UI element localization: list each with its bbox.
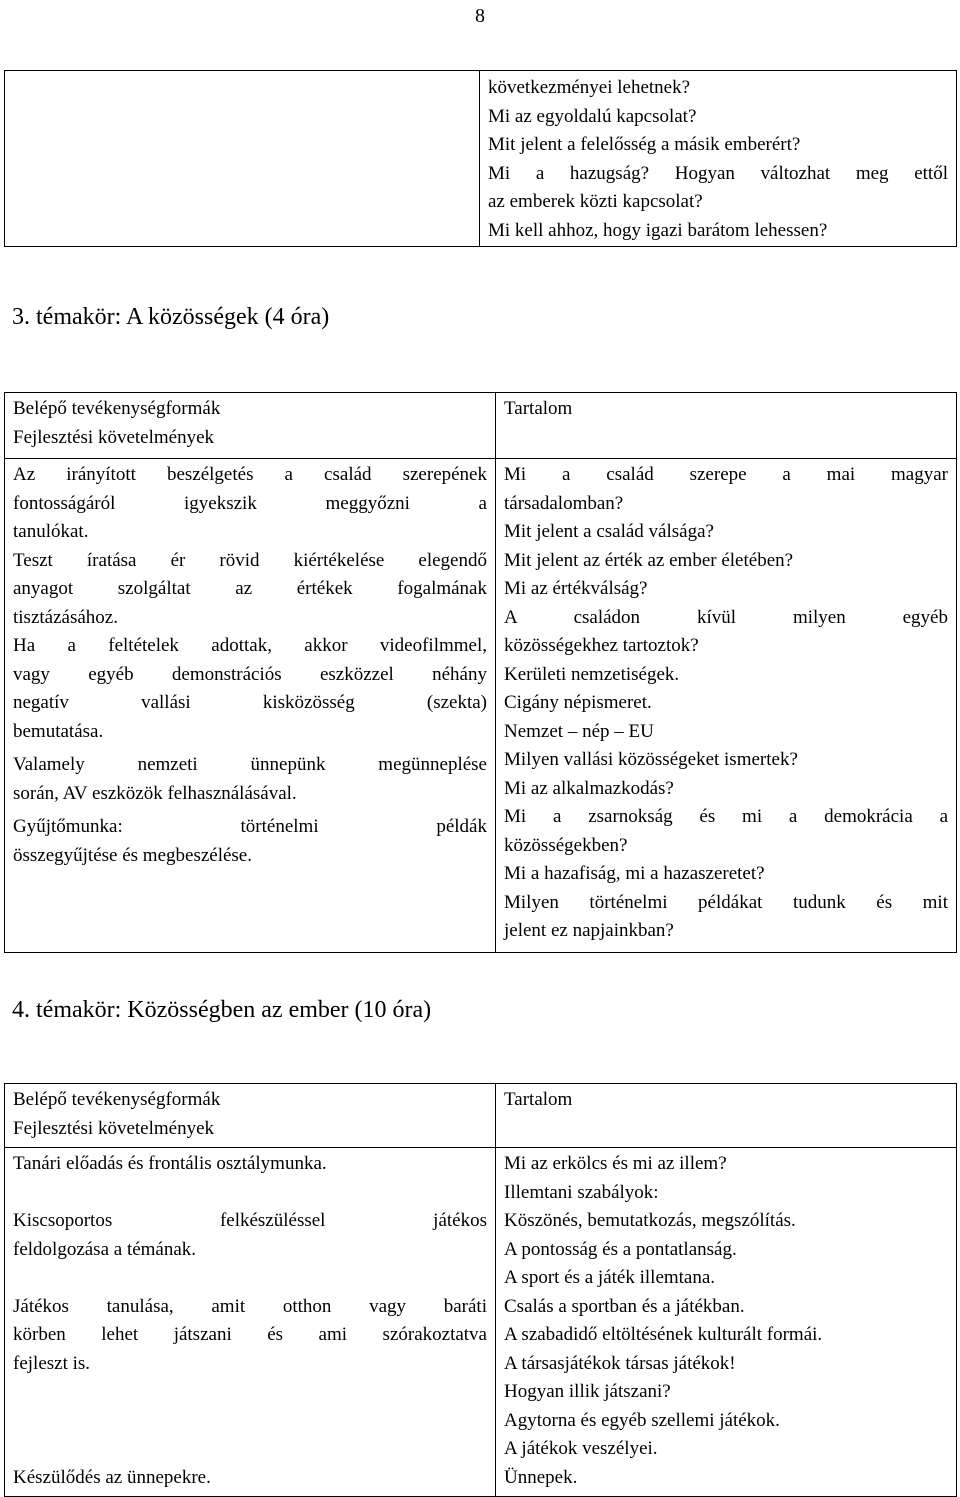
text-line: közösségekben? [504, 834, 628, 856]
header-cell-right [496, 393, 957, 459]
column-header: Tartalom [504, 398, 573, 419]
text-line: Mit jelent az érték az ember életében? [504, 549, 794, 571]
text-line: Mi az értékválság? [504, 578, 648, 599]
text-line: összegyűjtése és megbeszélése. [13, 844, 252, 866]
column-header: Belépő tevékenységformák [13, 1089, 221, 1110]
text-line: negatív vallási kisközösség (szekta) [13, 692, 487, 713]
content-line: Mi az egyoldalú kapcsolat? [488, 105, 697, 127]
text-line: Milyen vallási közösségeket ismertek? [504, 749, 798, 770]
text-line: Hogyan illik játszani? [504, 1381, 671, 1402]
content-line: Mit jelent a felelősség a másik emberért? [488, 134, 801, 155]
column-header: Belépő tevékenységformák [13, 398, 221, 419]
text-line: A játékok veszélyei. [504, 1438, 658, 1459]
text-line: jelent ez napjainkban? [504, 920, 674, 941]
text-line: Mit jelent a család válsága? [504, 521, 714, 542]
table-row [5, 1148, 957, 1497]
content-cell [480, 71, 957, 247]
text-line: Mi a hazafiság, mi a hazaszeretet? [504, 863, 765, 884]
text-line: körben lehet játszani és ami szórakoztatva [13, 1324, 487, 1345]
continuation-table [4, 70, 957, 247]
text-line: közösségekhez tartoztok? [504, 635, 699, 656]
table-row [5, 71, 957, 247]
text-line: Valamely nemzeti ünnepünk megünneplése [13, 754, 487, 775]
column-header: Fejlesztési követelmények [13, 1117, 215, 1139]
text-line: anyagot szolgáltat az értékek fogalmának [13, 578, 487, 599]
content-line: az emberek közti kapcsolat? [488, 191, 703, 212]
text-line: Milyen történelmi példákat tudunk és mit [504, 891, 948, 913]
text-line: Mi az erkölcs és mi az illem? [504, 1153, 727, 1174]
section-heading: 4. témakör: Közösségben az ember (10 óra) [12, 997, 432, 1023]
activities-cell [5, 459, 496, 953]
header-cell-left [5, 1084, 496, 1148]
text-line: Köszönés, bemutatkozás, megszólítás. [504, 1210, 796, 1231]
text-line: A családon kívül milyen egyéb [504, 606, 948, 628]
text-line: vagy egyéb demonstrációs eszközzel néhány [13, 663, 487, 685]
content-cell [496, 1148, 957, 1497]
text-line: Agytorna és egyéb szellemi játékok. [504, 1409, 780, 1431]
text-line: Készülődés az ünnepekre. [13, 1466, 211, 1488]
text-line: fontosságáról igyekszik meggyőzni a [13, 492, 487, 514]
content-cell [496, 459, 957, 953]
empty-cell [5, 71, 480, 247]
text-line: Teszt íratása ér rövid kiértékelése elegendő [13, 549, 487, 571]
text-line: Mi a család szerepe a mai magyar [504, 464, 948, 485]
content-line: Mi kell ahhoz, hogy igazi barátom lehessen? [488, 219, 828, 241]
text-line: Kerületi nemzetiségek. [504, 663, 680, 685]
text-line: tisztázásához. [13, 606, 118, 628]
text-line: Gyűjtőmunka: történelmi példák [13, 816, 487, 837]
text-line: Az irányított beszélgetés a család szerepének [13, 464, 487, 485]
text-line: A pontosság és a pontatlanság. [504, 1238, 737, 1260]
text-line: bemutatása. [13, 720, 104, 742]
table-header-row [5, 1084, 957, 1148]
section-heading: 3. témakör: A közösségek (4 óra) [12, 304, 330, 330]
text-line: A szabadidő eltöltésének kulturált formái. [504, 1324, 823, 1345]
section4-table [4, 1083, 957, 1497]
text-line: Cigány népismeret. [504, 692, 652, 713]
text-line: Mi a zsarnokság és mi a demokrácia a [504, 806, 948, 827]
text-line: tanulókat. [13, 521, 89, 542]
header-cell-left [5, 393, 496, 459]
text-line: Mi az alkalmazkodás? [504, 777, 674, 799]
text-line: során, AV eszközök felhasználásával. [13, 782, 297, 804]
column-header: Fejlesztési követelmények [13, 426, 215, 448]
text-line: társadalomban? [504, 492, 624, 514]
table-row [5, 459, 957, 953]
table-header-row [5, 393, 957, 459]
text-line: Nemzet – nép – EU [504, 720, 654, 742]
content-line: Mi a hazugság? Hogyan változhat meg ettől [488, 162, 948, 184]
text-line: Játékos tanulása, amit otthon vagy baráti [13, 1295, 487, 1317]
activities-cell [5, 1148, 496, 1497]
text-line: Csalás a sportban és a játékban. [504, 1295, 745, 1317]
text-line: A társasjátékok társas játékok! [504, 1352, 736, 1374]
text-line: A sport és a játék illemtana. [504, 1267, 716, 1288]
header-cell-right [496, 1084, 957, 1148]
text-line: Tanári előadás és frontális osztálymunka. [13, 1153, 327, 1174]
text-line: Ünnepek. [504, 1466, 578, 1488]
section3-table [4, 392, 957, 953]
text-line: Illemtani szabályok: [504, 1181, 659, 1203]
page-number: 8 [475, 5, 485, 27]
text-line: Kiscsoportos felkészüléssel játékos [13, 1210, 487, 1231]
text-line: fejleszt is. [13, 1352, 91, 1374]
content-line: következményei lehetnek? [488, 77, 691, 98]
text-line: Ha a feltételek adottak, akkor videofilmmel, [13, 635, 487, 656]
text-line: feldolgozása a témának. [13, 1238, 197, 1260]
column-header: Tartalom [504, 1089, 573, 1110]
